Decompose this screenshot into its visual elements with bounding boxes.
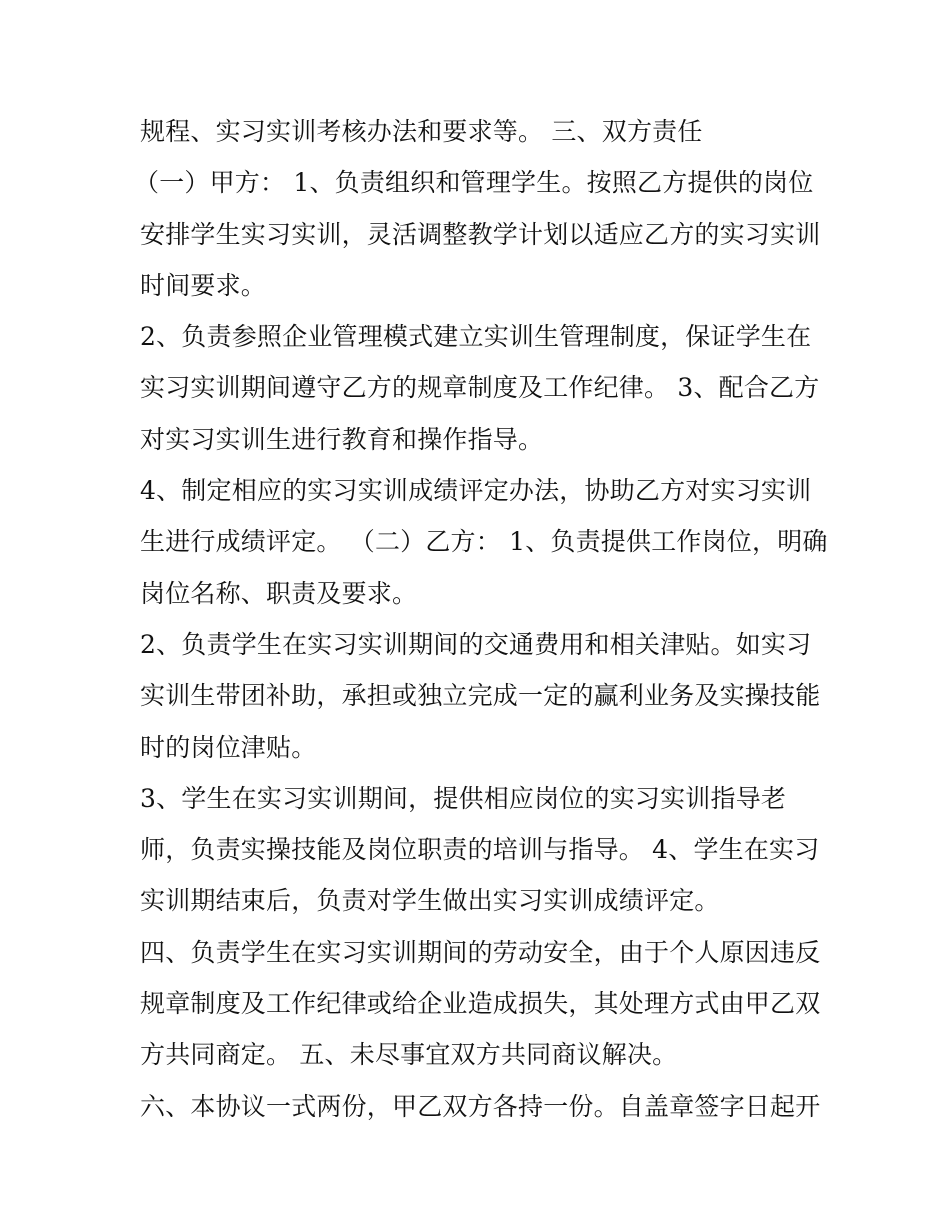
text-line: 师，负责实操技能及岗位职责的培训与指导。 4、学生在实习 bbox=[140, 835, 820, 865]
text-line: 4、制定相应的实习实训成绩评定办法，协助乙方对实习实训 bbox=[140, 476, 812, 506]
text-line: 六、本协议一式两份，甲乙双方各持一份。自盖章签字日起开 bbox=[140, 1091, 821, 1121]
text-line: 岗位名称、职责及要求。 bbox=[140, 578, 418, 608]
text-line: 规程、实习实训考核办法和要求等。 三、双方责任 bbox=[140, 117, 703, 146]
text-line: 2、负责学生在实习实训期间的交通费用和相关津贴。如实习 bbox=[140, 629, 812, 659]
text-line: 安排学生实习实训，灵活调整教学计划以适应乙方的实习实训 bbox=[140, 219, 821, 249]
text-line: 实习实训期间遵守乙方的规章制度及工作纪律。 3、配合乙方 bbox=[140, 373, 820, 403]
text-line: （一）甲方： 1、负责组织和管理学生。按照乙方提供的岗位 bbox=[134, 168, 814, 198]
text-line: 生进行成绩评定。 （二）乙方： 1、负责提供工作岗位，明确 bbox=[140, 527, 828, 557]
text-line: 实训期结束后，负责对学生做出实习实训成绩评定。 bbox=[140, 886, 720, 916]
text-line: 方共同商定。 五、未尽事宜双方共同商议解决。 bbox=[140, 1040, 678, 1070]
text-line: 对实习实训生进行教育和操作指导。 bbox=[140, 424, 544, 454]
text-line: 四、负责学生在实习实训期间的劳动安全，由于个人原因违反 bbox=[140, 937, 821, 967]
text-line: 规章制度及工作纪律或给企业造成损失，其处理方式由甲乙双 bbox=[140, 989, 821, 1019]
text-line: 2、负责参照企业管理模式建立实训生管理制度，保证学生在 bbox=[140, 322, 812, 352]
text-line: 3、学生在实习实训期间，提供相应岗位的实习实训指导老 bbox=[140, 783, 787, 813]
text-line: 时间要求。 bbox=[140, 270, 267, 300]
text-line: 实训生带团补助，承担或独立完成一定的赢利业务及实操技能 bbox=[140, 681, 821, 711]
text-line: 时的岗位津贴。 bbox=[140, 732, 317, 762]
document-body bbox=[134, 106, 828, 1132]
